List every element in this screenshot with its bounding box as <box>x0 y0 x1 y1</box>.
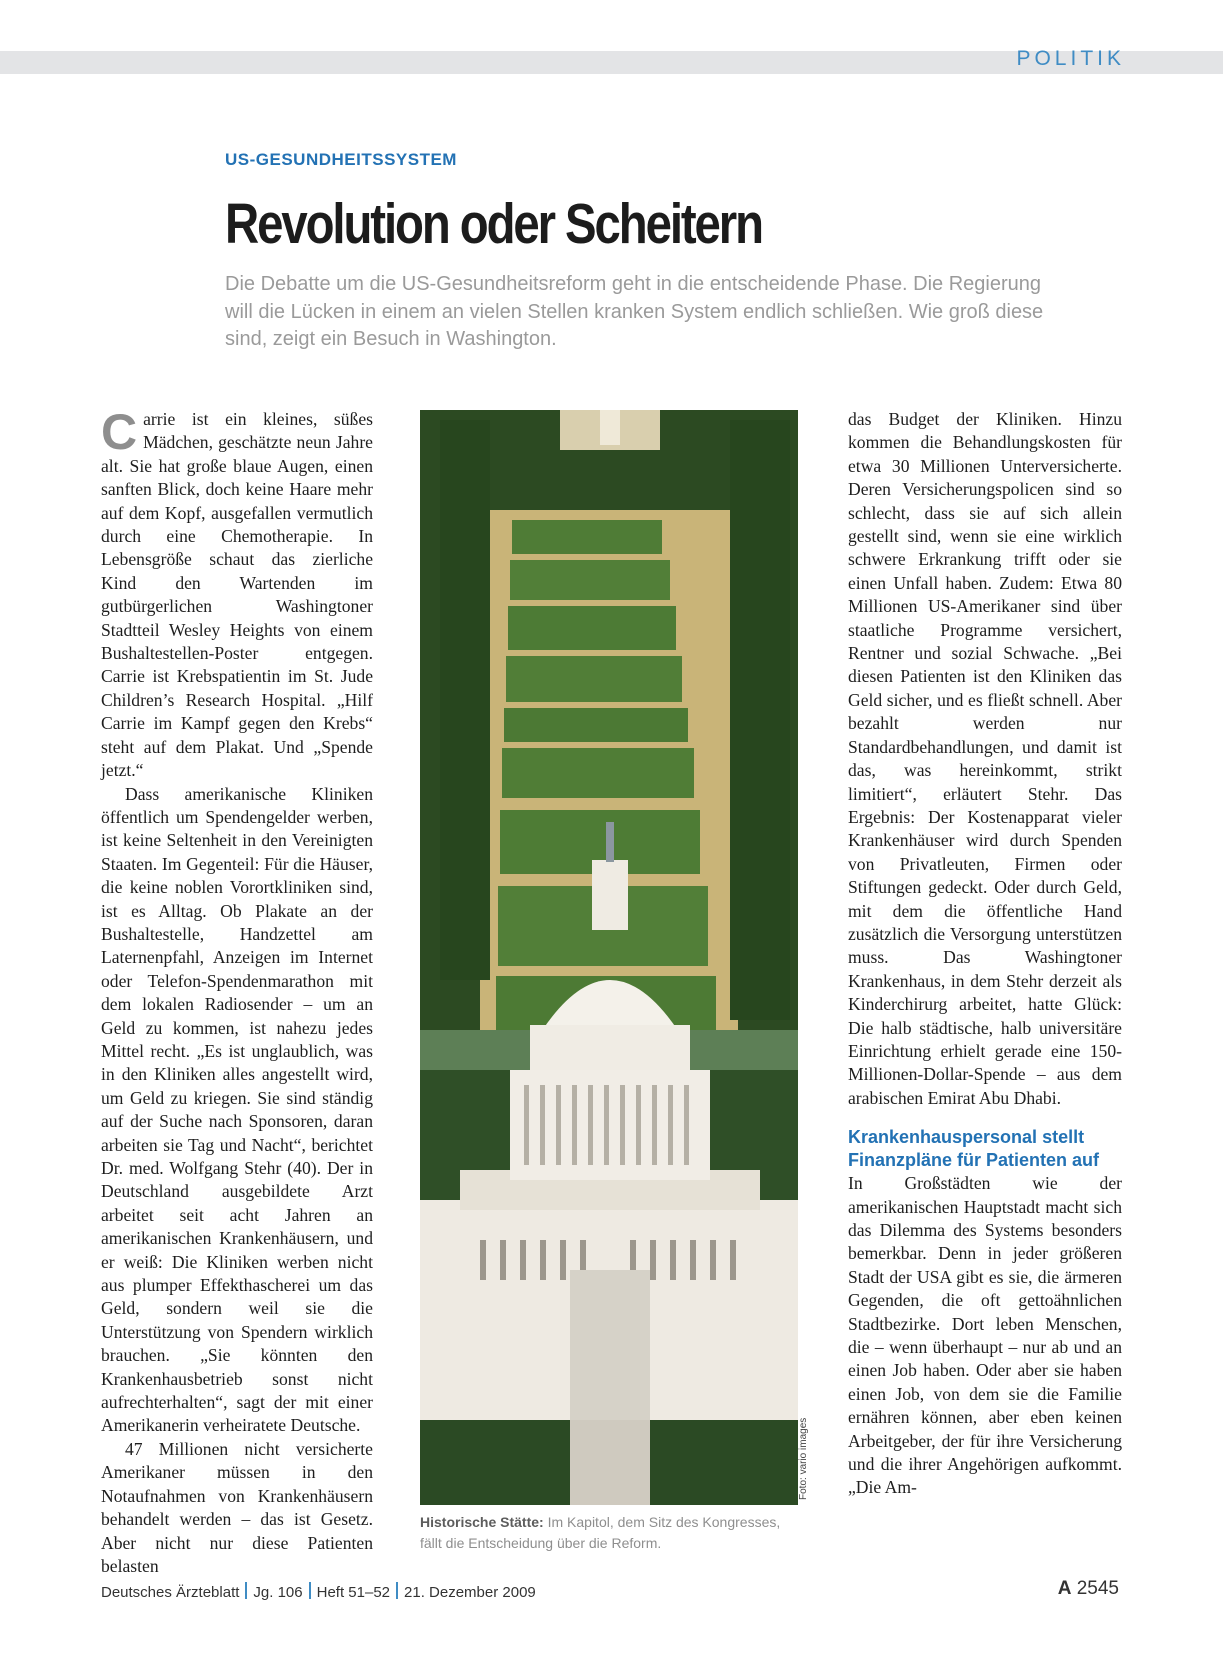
photo-caption <box>420 1512 800 1554</box>
journal-issue: Heft 51–52 <box>316 1584 391 1601</box>
drop-cap: C <box>101 404 138 460</box>
caption-text: Im Kapitol, dem Sitz des Kongresses, fällt die Entscheidung über die Reform. <box>420 1514 781 1551</box>
journal-name: Deutsches Ärzteblatt <box>101 1584 240 1601</box>
article-title: Revolution oder Scheitern <box>225 192 762 256</box>
issue-date: 21. Dezember 2009 <box>404 1584 536 1601</box>
journal-volume: Jg. 106 <box>253 1584 303 1601</box>
article-lead: Die Debatte um die US-Gesundheitsreform geht in die entscheidende Phase. Die Regierung will die Lücken in einem an vielen Stellen kranken System endlich schließen. Wie groß diese sind, zeigt ein Besuch in Washington. <box>225 273 1044 350</box>
article-kicker: US-GESUNDHEITSSYSTEM <box>225 150 457 169</box>
capitol-photo <box>420 410 798 1505</box>
photo-credit: Foto: vario images <box>798 1417 809 1500</box>
text-column-right <box>848 408 1122 1500</box>
page-number-value: 2545 <box>1076 1578 1119 1599</box>
section-label: POLITIK <box>1016 47 1125 70</box>
footer-separator <box>309 1582 311 1599</box>
paragraph: das Budget der Kliniken. Hinzu kommen die Behandlungskosten für etwa 30 Millionen Unterversicherte. Deren Versicherungspolicen sind so schlecht, dass sie auf sich allein gestellt sind, wenn sie eine wirklich schwere Erkrankung trifft oder sie einen Unfall haben. Zudem: Etwa 80 Millionen US-Amerikaner sind über staatliche Programme versichert, Rentner und sozial Schwache. „Bei diesen Patienten ist den Kliniken das Geld sicher, und es fließt schnell. Aber bezahlt werden nur Standardbehandlungen, und damit ist das, was hereinkommt, strikt limitiert“, erläutert Stehr. Das Ergebnis: Der Kostenapparat vieler Krankenhäuser wird durch Spenden von Privatleuten, Firmen oder Stiftungen gedeckt. Oder durch Geld, mit dem die öffentliche Hand zusätzlich die Versorgung unterstützen muss. Das Washingtoner Krankenhaus, in dem Stehr derzeit als Kinderchirurg arbeitet, hatte Glück: Die halb städtische, halb universitäre Einrichtung erhielt gerade eine 150-Millionen-Dollar-Spende – aus dem arabischen Emirat Abu Dhabi. <box>848 409 1122 1108</box>
page-prefix: A <box>1057 1578 1072 1599</box>
caption-label: Historische Stätte: <box>420 1514 544 1530</box>
paragraph <box>101 404 373 783</box>
subheading: Krankenhauspersonal stellt Finanzpläne für Patienten auf <box>848 1127 1100 1171</box>
text-column-left <box>101 404 373 1578</box>
footer-separator <box>396 1582 398 1599</box>
paragraph-text: arrie ist ein kleines, süßes Mädchen, geschätzte neun Jahre alt. Sie hat große blaue Augen, einen sanften Blick, doch keine Haare mehr auf dem Kopf, ausgefallen vermutlich durch eine Chemotherapie. In Lebensgröße schaut das zierliche Kind den Wartenden im gutbürgerlichen Washingtoner Stadtteil Wesley Heights von einem Bushaltestellen-Poster entgegen. Carrie ist Krebspatientin im St. Jude Children’s Research Hospital. „Hilf Carrie im Kampf gegen den Krebs“ steht auf dem Plakat. Und „Spende jetzt.“ <box>101 409 373 781</box>
paragraph: Dass amerikanische Kliniken öffentlich um Spendengelder werben, ist keine Seltenheit in den Vereinigten Staaten. Im Gegenteil: Für die Häuser, die keine noblen Vorortkliniken sind, ist es Alltag. Ob Plakate an der Bushaltestelle, Handzettel am Laternenpfahl, Anzeigen im Internet oder Telefon-Spendenmarathon mit dem lokalen Radiosender – um an Geld zu kommen, ist nahezu jedes Mittel recht. „Es ist unglaublich, was in den Kliniken alles angestellt wird, um Geld zu kriegen. Sie sind ständig auf der Suche nach Sponsoren, daran arbeiten sie Tag und Nacht“, berichtet Dr. med. Wolfgang Stehr (40). Der in Deutschland ausgebildete Arzt arbeitet seit acht Jahren an amerikanischen Krankenhäusern, und er weiß: Die Kliniken werben nicht aus plumper Effekthascherei um das Geld, sondern weil sie die Unterstützung von Spendern wirklich brauchen. „Sie könnten den Krankenhausbetrieb sonst nicht aufrechterhalten“, sagt der mit einer Amerikanerin verheiratete Deutsche. <box>101 783 373 1436</box>
paragraph: In Großstädten wie der amerikanischen Hauptstadt macht sich das Dilemma des Systems besonders bemerkbar. Denn in jeder größeren Stadt der USA gibt es sie, die ärmeren Gegenden, die oft gettoähnlichen Stadtbezirke. Dort leben Menschen, die – wenn überhaupt – nur ab und an einen Job haben. Oder aber sie haben einen Job, von dem sie die Familie ernähren können, aber eben keinen Arbeitgeber, der für ihre Versicherung und die ihrer Angehörigen aufkommt. „Die Am- <box>848 1173 1122 1498</box>
footer-separator <box>245 1582 247 1599</box>
page-footer <box>101 1582 536 1601</box>
paragraph: 47 Millionen nicht versicherte Amerikaner müssen in den Notaufnahmen von Krankenhäusern behandelt werden – das ist Gesetz. Aber nicht nur diese Patienten belasten <box>101 1438 373 1576</box>
page-number <box>1058 1578 1119 1600</box>
